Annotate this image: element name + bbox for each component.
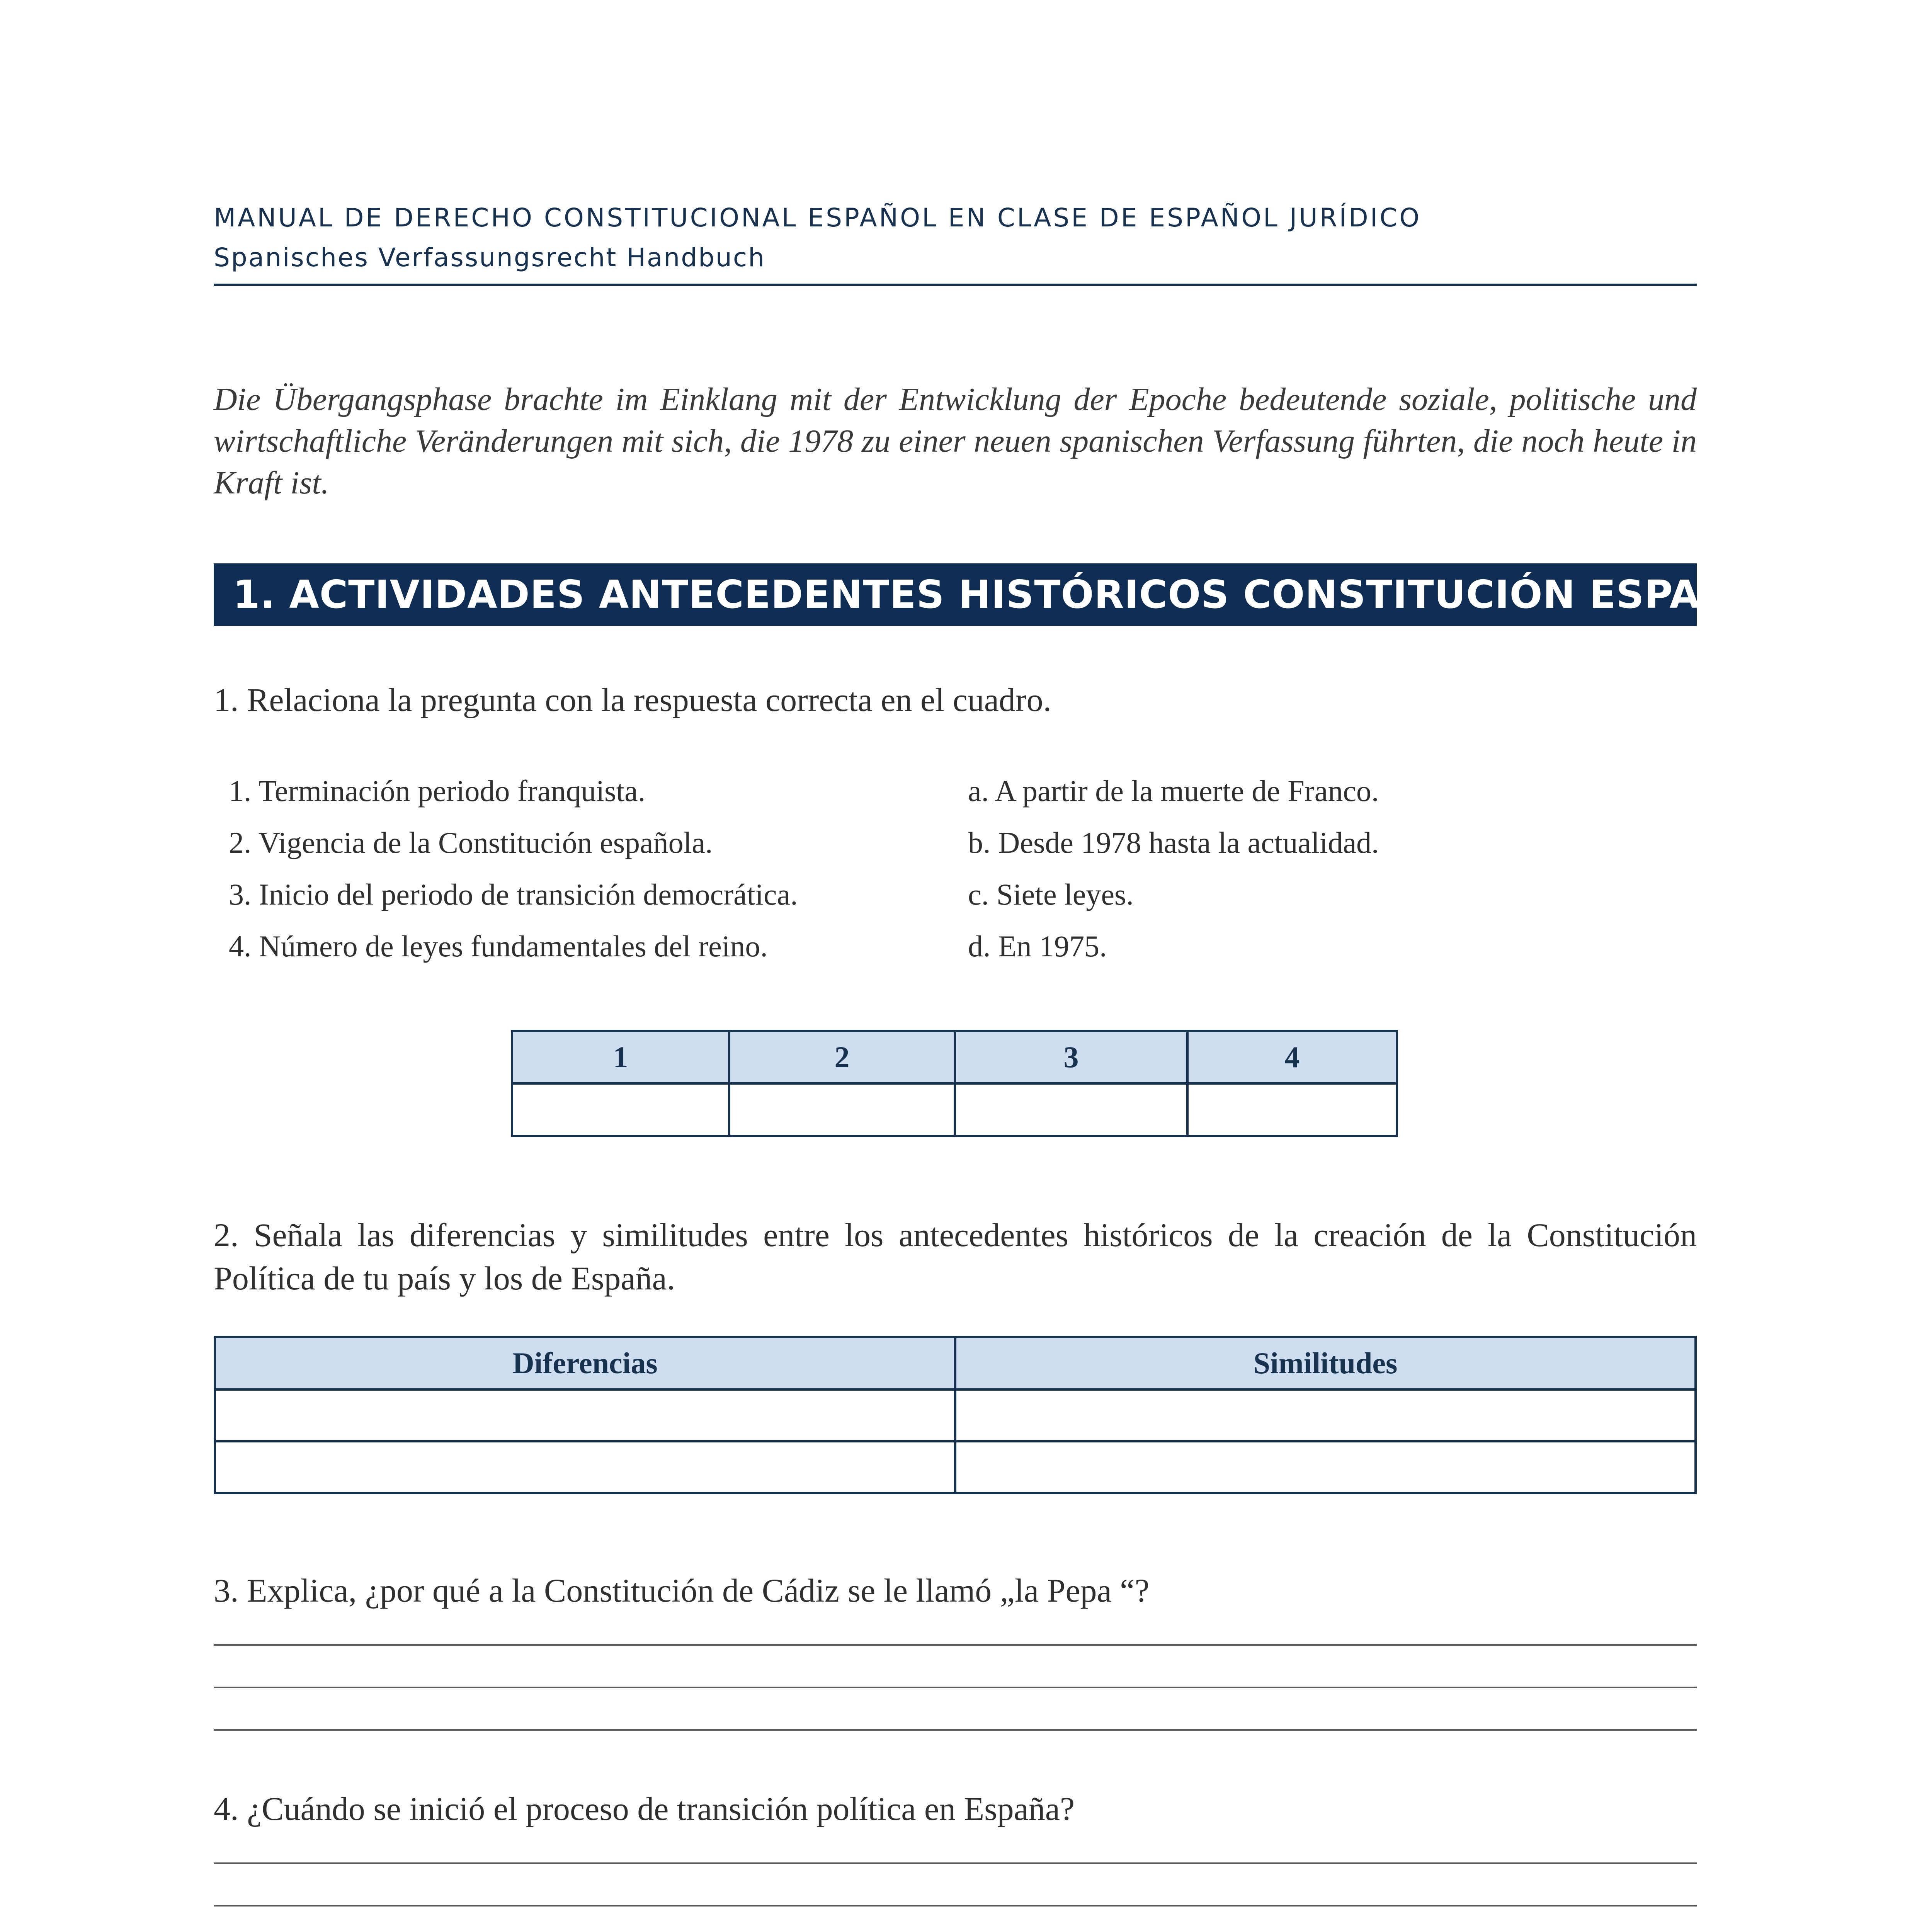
question-4-prompt: 4. ¿Cuándo se inició el proceso de transición política en España?: [214, 1790, 1075, 1827]
section-banner: [214, 563, 1821, 626]
list-item: c. Siete leyes.: [968, 878, 1134, 911]
answer-cell-4[interactable]: [1187, 1083, 1397, 1136]
table-row: [215, 1441, 1696, 1493]
answer-line[interactable]: [214, 1687, 1697, 1688]
table-header-cell: 4: [1187, 1031, 1397, 1083]
list-item: a. A partir de la muerte de Franco.: [968, 774, 1379, 808]
answer-line[interactable]: [214, 1729, 1697, 1731]
differences-cell[interactable]: [215, 1441, 955, 1493]
table-header-row: [215, 1337, 1696, 1389]
table-header-cell: Similitudes: [955, 1337, 1696, 1389]
list-item: d. En 1975.: [968, 929, 1107, 963]
answer-line[interactable]: [214, 1862, 1697, 1864]
question-1-answers: [968, 765, 1379, 972]
matching-answer-table: [511, 1030, 1398, 1137]
table-row: [215, 1389, 1696, 1441]
answer-cell-2[interactable]: [729, 1083, 955, 1136]
table-header-cell: Diferencias: [215, 1337, 955, 1389]
answer-line[interactable]: [214, 1644, 1697, 1646]
list-item: 4. Número de leyes fundamentales del reino.: [229, 929, 768, 963]
running-header-title: MANUAL DE DERECHO CONSTITUCIONAL ESPAÑOL EN CLASE DE ESPAÑOL JURÍDICO: [214, 203, 1422, 233]
comparison-table: [214, 1336, 1697, 1494]
list-item: 1. Terminación periodo franquista.: [229, 774, 646, 808]
table-header-cell: 2: [729, 1031, 955, 1083]
answer-cell-1[interactable]: [512, 1083, 729, 1136]
list-item: 3. Inicio del periodo de transición democrática.: [229, 878, 798, 911]
running-header-subtitle: Spanisches Verfassungsrecht Handbuch: [214, 243, 765, 272]
question-1-items: [229, 765, 798, 972]
section-title: 1. ACTIVIDADES ANTECEDENTES HISTÓRICOS CONSTITUCIÓN ESPAÑOLA: [233, 572, 1821, 617]
question-1-prompt: 1. Relaciona la pregunta con la respuesta correcta en el cuadro.: [214, 681, 1052, 718]
table-header-row: [512, 1031, 1397, 1083]
header-divider: [214, 284, 1697, 286]
list-item: b. Desde 1978 hasta la actualidad.: [968, 826, 1379, 859]
question-2-prompt: 2. Señala las diferencias y similitudes entre los antecedentes históricos de la creación de la Constitución Política de tu país y los de España.: [214, 1216, 1697, 1297]
answer-cell-3[interactable]: [955, 1083, 1187, 1136]
intro-paragraph: Die Übergangsphase brachte im Einklang mit der Entwicklung der Epoche bedeutende soziale, politische und wirtschaftliche Veränderungen mit sich, die 1978 zu einer neuen spanischen Verfassung führten, die noch heute in Kraft ist.: [214, 381, 1697, 501]
similarities-cell[interactable]: [955, 1441, 1696, 1493]
answer-line[interactable]: [214, 1905, 1697, 1906]
table-row: [512, 1083, 1397, 1136]
list-item: 2. Vigencia de la Constitución española.: [229, 826, 713, 859]
table-header-cell: 1: [512, 1031, 729, 1083]
differences-cell[interactable]: [215, 1389, 955, 1441]
question-3-prompt: 3. Explica, ¿por qué a la Constitución de Cádiz se le llamó „la Pepa “?: [214, 1572, 1150, 1609]
table-header-cell: 3: [955, 1031, 1187, 1083]
similarities-cell[interactable]: [955, 1389, 1696, 1441]
